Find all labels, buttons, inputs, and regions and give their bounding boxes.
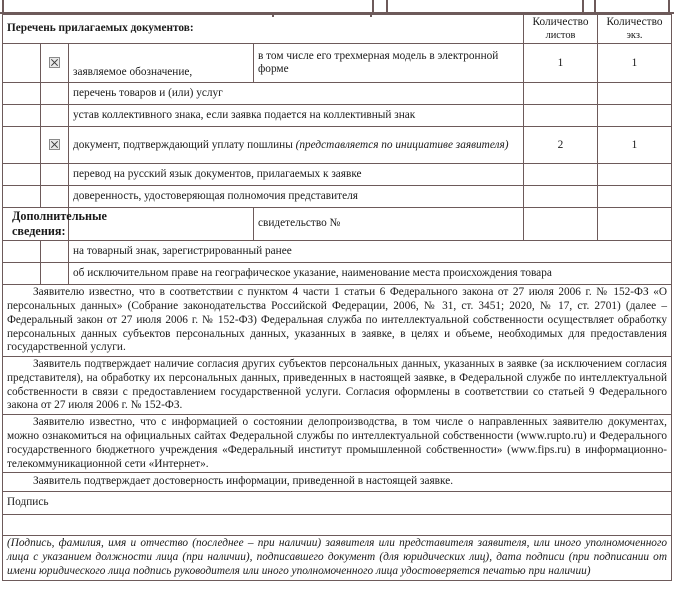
- additional-info-item-1: на товарный знак, зарегистрированный ранее: [69, 241, 672, 263]
- attachment-copies-1: 1: [598, 44, 672, 83]
- certificate-number-label: свидетельство №: [253, 208, 523, 241]
- checkbox-cell-attachment-6[interactable]: [41, 186, 69, 208]
- signature-legal-note: (Подпись, фамилия, имя и отчество (последнее – при наличии) заявителя или представителя заявителя, или иного уполномоченного лица с указанием должности лица (при наличии), подписавшего документ (для юридических лиц), дата подписи (при подписании от имени юридического лица подпись руководителя или иного уполномоченного лица удостоверяется печатью при наличии): [7, 537, 667, 577]
- row-marker-cell: [3, 44, 41, 83]
- attachment-label-2: перечень товаров и (или) услуг: [69, 83, 524, 105]
- column-header-sheets-line2: листов: [545, 29, 576, 41]
- attachment-sublabel-1: в том числе его трехмерная модель в электронной форме: [253, 44, 523, 83]
- attachment-sheets-1: 1: [524, 44, 598, 83]
- table-row: [3, 105, 672, 127]
- column-header-sheets-line1: Количество: [532, 16, 589, 28]
- signature-label-row: [3, 492, 672, 515]
- attachment-label-3: устав коллективного знака, если заявка подается на коллективный знак: [69, 105, 524, 127]
- consent-paragraph-row: [3, 357, 672, 415]
- checkbox-cell-attachment-5[interactable]: [41, 164, 69, 186]
- table-row: [3, 186, 672, 208]
- attachment-label-4-italic: (представляется по инициативе заявителя): [295, 138, 509, 151]
- row-marker-cell: [3, 83, 41, 105]
- consent-paragraph-row: [3, 285, 672, 357]
- attachment-copies-3: [598, 105, 672, 127]
- attachments-table: [2, 14, 672, 581]
- attachment-label-6: доверенность, удостоверяющая полномочия представителя: [69, 186, 524, 208]
- table-row: [3, 263, 672, 285]
- attachment-copies-2: [598, 83, 672, 105]
- row-marker-cell: [3, 263, 41, 285]
- checkbox-checked-icon[interactable]: [49, 139, 60, 150]
- additional-info-item-2: об исключительном праве на географическое указание, наименование места происхождения товара: [69, 263, 672, 285]
- attachment-sheets-3: [524, 105, 598, 127]
- checkbox-cell-additional-2[interactable]: [41, 263, 69, 285]
- consent-paragraph-1-cell: [3, 285, 672, 357]
- consent-paragraph-row: [3, 415, 672, 473]
- consent-paragraph-3: Заявителю известно, что с информацией о состоянии делопроизводства, в том числе о направленных заявителю документах, можно ознакомиться на официальных сайтах Федеральной службы по интеллектуальной собственности (www.rupto.ru) и Федерального государственного бюджетного учреждения «Федеральный институт промышленной собственности» (www.fips.ru) в информационно-телекоммуникационной сети «Интернет».: [7, 416, 667, 470]
- attachment-copies-5: [598, 164, 672, 186]
- attachment-label-4: [69, 127, 524, 164]
- attachment-copies-6: [598, 186, 672, 208]
- table-header-row: [3, 15, 672, 44]
- table-row: [3, 44, 672, 83]
- attachment-sheets-2: [524, 83, 598, 105]
- attachment-label-1: заявляемое обозначение,: [69, 44, 254, 83]
- consent-paragraph-4-cell: [3, 473, 672, 492]
- additional-info-copies: [598, 208, 672, 241]
- attachment-label-4-plain: документ, подтверждающий уплату пошлины: [73, 138, 296, 151]
- column-header-copies-line2: экз.: [626, 29, 643, 41]
- consent-paragraph-row: [3, 473, 672, 492]
- consent-paragraph-2: Заявитель подтверждает наличие согласия других субъектов персональных данных, указанных в заявке (за исключением согласия представителя), на обработку их персональных данных, приведенных в настоящей заявке, в Федеральной службе по интеллектуальной собственности в связи с предоставлением государственной услуги. Согласия оформлены в соответствии со статьей 9 Федерального закона от 27 июля 2006 г. № 152-ФЗ.: [7, 358, 667, 412]
- checkbox-checked-icon[interactable]: [49, 57, 60, 68]
- checkbox-cell-additional-1[interactable]: [41, 241, 69, 263]
- additional-info-row: [3, 208, 672, 241]
- signature-field-row: [3, 515, 672, 536]
- table-row: [3, 127, 672, 164]
- table-row: [3, 83, 672, 105]
- additional-info-sheets: [524, 208, 598, 241]
- consent-paragraph-2-cell: [3, 357, 672, 415]
- row-marker-cell: [3, 105, 41, 127]
- row-marker-cell: [3, 186, 41, 208]
- attachment-sheets-5: [524, 164, 598, 186]
- cropped-row-fragments: [0, 0, 674, 14]
- signature-input[interactable]: [3, 515, 672, 536]
- signature-legal-note-cell: [3, 536, 672, 580]
- row-marker-cell: [3, 164, 41, 186]
- grid-line-fragment: [370, 12, 372, 17]
- checkbox-cell-attachment-3[interactable]: [41, 105, 69, 127]
- checkbox-cell-attachment-4[interactable]: [41, 127, 69, 164]
- signature-note-row: [3, 536, 672, 580]
- attachment-sheets-6: [524, 186, 598, 208]
- attachment-label-5: перевод на русский язык документов, прилагаемых к заявке: [69, 164, 524, 186]
- column-header-sheets: [524, 15, 598, 44]
- row-marker-cell: [3, 241, 41, 263]
- checkbox-cell-attachment-1[interactable]: [41, 44, 69, 83]
- grid-line-fragment: [272, 12, 274, 17]
- table-row: [3, 164, 672, 186]
- signature-label: Подпись: [3, 492, 672, 515]
- checkbox-cell-attachment-2[interactable]: [41, 83, 69, 105]
- consent-paragraph-3-cell: [3, 415, 672, 473]
- additional-info-label: Дополнительные сведения:: [3, 208, 69, 241]
- grid-line-fragment: [0, 12, 674, 14]
- page-title: Перечень прилагаемых документов:: [3, 15, 524, 44]
- row-marker-cell: [3, 127, 41, 164]
- attachment-copies-4: 1: [598, 127, 672, 164]
- consent-paragraph-1: Заявителю известно, что в соответствии с пунктом 4 части 1 статьи 6 Федерального закона от 27 июля 2006 г. № 152-ФЗ «О персональных данных» (Собрание законодательства Российской Федерации, 2006, № 31, ст. 3451; 2020, № 17, ст. 2701) (далее – Федеральный закон от 27 июля 2006 г. № 152-ФЗ) Федеральная служба по интеллектуальной собственности осуществляет обработку персональных данных субъектов персональных данных, указанных в заявке, в целях и объеме, необходимых для предоставления государственной услуги.: [7, 286, 667, 354]
- consent-paragraph-4: Заявитель подтверждает достоверность информации, приведенной в настоящей заявке.: [33, 475, 454, 488]
- column-header-copies: [598, 15, 672, 44]
- table-row: [3, 241, 672, 263]
- column-header-copies-line1: Количество: [606, 16, 663, 28]
- attachment-sheets-4: 2: [524, 127, 598, 164]
